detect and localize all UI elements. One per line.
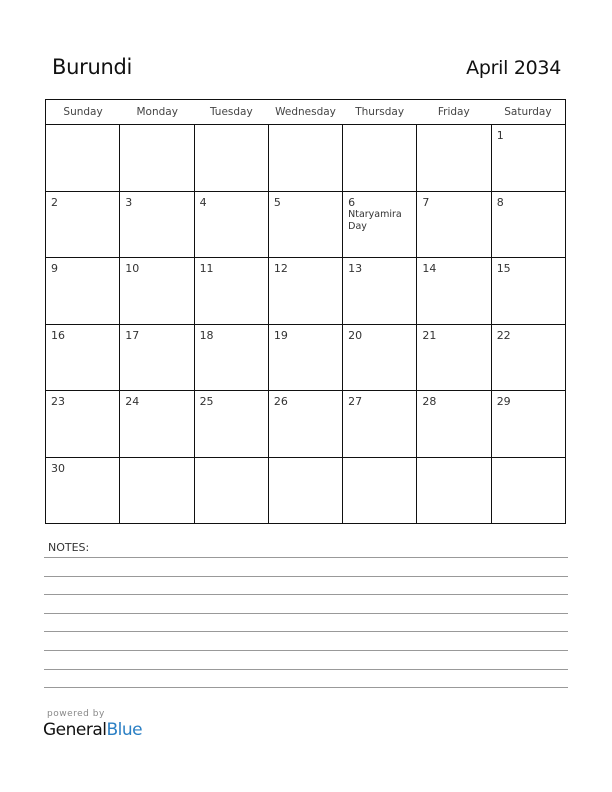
day-number: 7 [422, 195, 430, 209]
month-year-title: April 2034 [466, 57, 561, 79]
day-number: 2 [51, 195, 58, 209]
day-cell [343, 325, 417, 391]
day-cell [195, 258, 269, 324]
day-cell [269, 391, 343, 457]
day-cell [343, 391, 417, 457]
day-number: 15 [496, 262, 511, 275]
day-cell [120, 391, 194, 457]
day-cell [195, 458, 269, 524]
notes-line [44, 594, 568, 595]
day-number: 30 [51, 461, 65, 475]
day-number: 18 [199, 328, 214, 342]
day-number: 20 [348, 328, 363, 342]
day-cell [492, 325, 565, 391]
day-cell [46, 458, 120, 524]
brand-general: General [43, 720, 107, 740]
day-cell [343, 125, 417, 191]
notes-line [44, 631, 568, 632]
day-number: 19 [273, 328, 288, 342]
day-number: 13 [348, 262, 363, 275]
powered-by-label: powered by [47, 709, 105, 719]
notes-line [44, 669, 568, 670]
day-number: 21 [422, 328, 437, 342]
day-cell [343, 258, 417, 324]
day-number: 23 [51, 395, 65, 408]
week-row [46, 192, 565, 259]
holiday-label: Ntaryamira Day [348, 208, 402, 232]
day-number: 14 [422, 262, 437, 275]
day-cell [492, 458, 565, 524]
day-cell [46, 192, 120, 258]
day-number: 26 [273, 395, 288, 408]
notes-line [44, 650, 568, 651]
day-number: 11 [199, 262, 214, 275]
day-number: 16 [51, 328, 65, 342]
week-row [46, 258, 565, 325]
day-number: 1 [496, 129, 504, 142]
weekday-thursday: Thursday [355, 106, 405, 118]
day-cell [417, 125, 491, 191]
weekday-wednesday: Wednesday [275, 106, 336, 118]
day-number: 12 [273, 262, 288, 275]
week-row [46, 325, 565, 392]
day-cell [269, 325, 343, 391]
day-cell [195, 325, 269, 391]
day-number: 6 [348, 195, 356, 209]
day-cell [46, 258, 120, 324]
day-cell [120, 258, 194, 324]
weekday-tuesday: Tuesday [209, 106, 253, 118]
day-cell [269, 125, 343, 191]
notes-line [44, 687, 568, 688]
week-row [46, 125, 565, 192]
notes-line [44, 557, 568, 558]
day-cell [120, 192, 194, 258]
day-cell [269, 458, 343, 524]
day-cell [46, 325, 120, 391]
day-number: 9 [51, 262, 58, 275]
day-number: 25 [199, 395, 214, 408]
brand-blue: Blue [106, 720, 143, 740]
weekday-sunday: Sunday [63, 106, 103, 118]
day-cell [417, 458, 491, 524]
day-number: 22 [496, 328, 511, 342]
day-number: 27 [348, 395, 363, 408]
day-number: 4 [199, 195, 207, 209]
day-cell [417, 391, 491, 457]
day-cell [417, 192, 491, 258]
country-title: Burundi [52, 55, 133, 79]
day-cell [120, 325, 194, 391]
day-cell [46, 125, 120, 191]
calendar-grid [45, 99, 566, 524]
day-cell [492, 192, 565, 258]
day-number: 17 [125, 328, 140, 342]
notes-line [44, 613, 568, 614]
notes-line [44, 576, 568, 577]
day-number: 8 [496, 195, 504, 209]
day-number: 10 [125, 262, 140, 275]
day-cell [120, 125, 194, 191]
day-number: 24 [125, 395, 140, 408]
day-number: 3 [125, 195, 133, 209]
day-number: 29 [496, 395, 511, 408]
day-cell [195, 391, 269, 457]
notes-label: NOTES: [48, 541, 90, 554]
day-cell [46, 391, 120, 457]
day-cell [195, 125, 269, 191]
day-cell [417, 325, 491, 391]
day-number: 28 [422, 395, 437, 408]
day-cell [492, 125, 565, 191]
week-row [46, 391, 565, 458]
weekday-saturday: Saturday [504, 106, 552, 118]
day-cell [343, 192, 417, 258]
weekday-monday: Monday [136, 106, 178, 118]
weekday-friday: Friday [437, 106, 470, 118]
weekday-header-row [46, 100, 565, 125]
week-row [46, 458, 565, 524]
day-cell [269, 192, 343, 258]
day-cell [343, 458, 417, 524]
day-number: 5 [273, 195, 281, 209]
day-cell [417, 258, 491, 324]
day-cell [492, 391, 565, 457]
day-cell [195, 192, 269, 258]
day-cell [492, 258, 565, 324]
generalblue-logo [43, 720, 142, 740]
day-cell [269, 258, 343, 324]
day-cell [120, 458, 194, 524]
